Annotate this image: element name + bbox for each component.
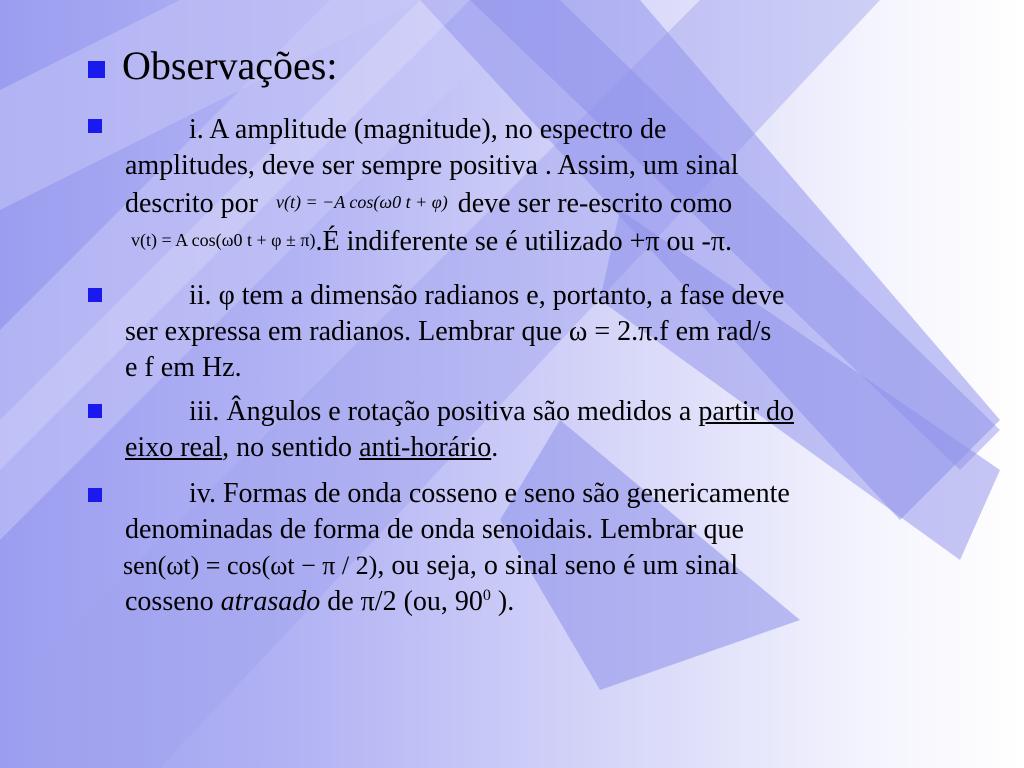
list-item-text: iii. Ângulos e rotação positiva são medidos a partir do eixo real, no sentido anti-horário.	[125, 396, 794, 463]
list-item-iv	[88, 476, 948, 620]
list-item-i	[88, 112, 948, 260]
equation-sen-cos: sen(ωt) = cos(ωt − π / 2)	[123, 551, 378, 580]
item-number: iv.	[189, 478, 216, 509]
square-bullet-icon	[88, 119, 102, 133]
equation-v-t-phase-shift: v(t) = A cos(ω0 t + φ ± π)	[131, 230, 316, 250]
item-number: i.	[189, 114, 204, 145]
square-bullet-icon	[88, 488, 102, 502]
list-item-text: iv. Formas de onda cosseno e seno são genericamente denominadas de forma de onda senoidais. Lembrar que sen(ωt) = cos(ωt − π / 2), ou seja, o sinal seno é um sinal cosseno atrasado de π/2 (ou, $90^0$ ).	[123, 478, 790, 617]
title-row	[88, 40, 337, 92]
list-item-text: ii. φ tem a dimensão radianos e, portanto, a fase deve ser expressa em radianos. Lembrar que ω = 2.π.f em rad/s e f em Hz.	[125, 280, 785, 383]
square-bullet-icon	[88, 288, 102, 302]
slide-title: Observações:	[122, 43, 338, 88]
equation-v-t-negative: v(t) = −A cos(ω0 t + φ)	[275, 192, 448, 212]
item-number: iii.	[189, 396, 220, 427]
list-item-iii	[88, 394, 948, 466]
item-number: ii.	[189, 280, 212, 311]
square-bullet-icon	[88, 61, 105, 78]
list-item-text: i. A amplitude (magnitude), no espectro de amplitudes, deve ser sempre positiva . Assim, um sinal descrito por v(t) = −A cos(ω0 t + φ) deve ser re-escrito como v(t) = A cos(ω0 t + φ ± π).É indiferente se é utilizado +π ou -π.	[125, 114, 739, 257]
square-bullet-icon	[88, 404, 102, 418]
list-item-ii	[88, 278, 948, 386]
